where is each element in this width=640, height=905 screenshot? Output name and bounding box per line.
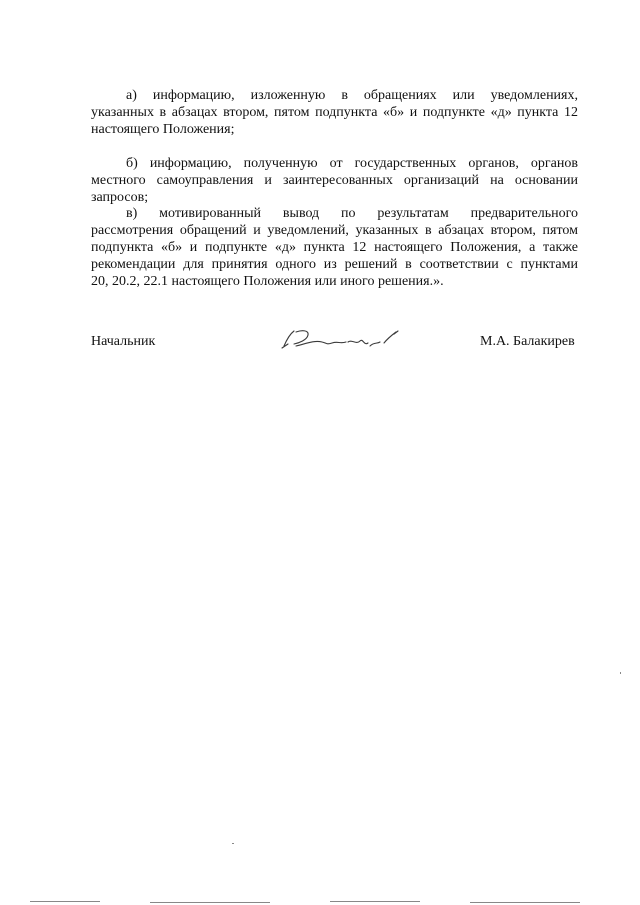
signatory-name: М.А. Балакирев xyxy=(480,334,575,349)
paragraph-v-line-1: в) мотивированный вывод по результатам предварительного xyxy=(126,206,578,221)
signatory-position: Начальник xyxy=(91,334,156,349)
paragraph-v-line-3: подпункта «б» и подпункте «д» пункта 12 настоящего Положения, а также xyxy=(91,240,578,255)
paragraph-b-line-2: местного самоуправления и заинтересованных организаций на основании xyxy=(91,173,578,188)
paragraph-a-line-2: указанных в абзацах втором, пятом подпункта «б» и подпункте «д» пункта 12 xyxy=(91,105,578,120)
paragraph-v-line-2: рассмотрения обращений и уведомлений, указанных в абзацах втором, пятом xyxy=(91,223,578,238)
paragraph-b-line-3: запросов; xyxy=(91,190,149,205)
paragraph-v-line-4: рекомендации для принятия одного из решений в соответствии с пунктами xyxy=(91,257,578,272)
paragraph-v-line-5: 20, 20.2, 22.1 настоящего Положения или иного решения.». xyxy=(91,274,444,289)
paragraph-a-line-3: настоящего Положения; xyxy=(91,122,235,137)
paragraph-b-line-1: б) информацию, полученную от государственных органов, органов xyxy=(126,156,578,171)
paragraph-a-line-1: а) информацию, изложенную в обращениях или уведомлениях, xyxy=(126,88,578,103)
